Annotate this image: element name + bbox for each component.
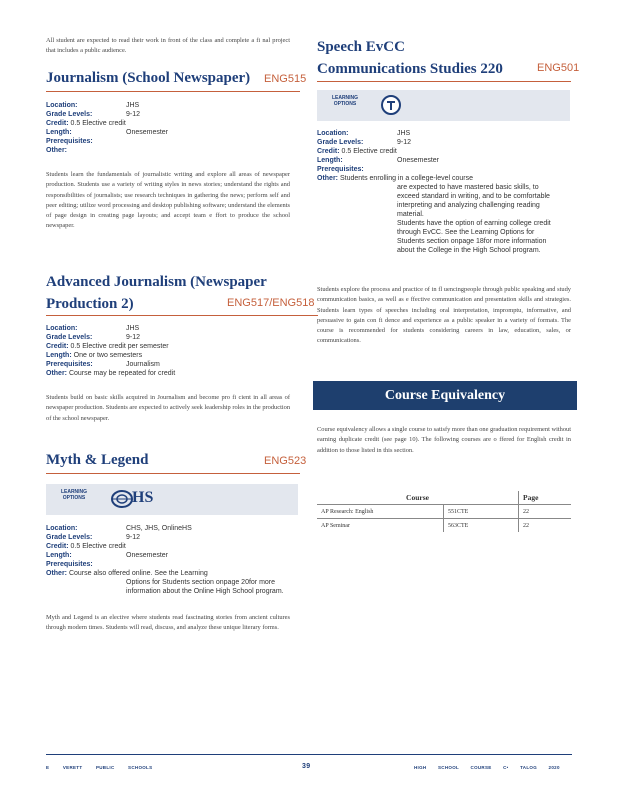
footer-page-number: 39 — [302, 763, 311, 770]
learning-options-label: LEARNING OPTIONS — [331, 95, 359, 107]
divider — [46, 315, 318, 316]
label-credit: Credit: — [46, 343, 69, 350]
label-location: Location: — [317, 130, 349, 137]
cell-page: 22 — [519, 519, 572, 533]
course-title-myth-legend: Myth & Legend — [46, 452, 149, 468]
title-line-1: Speech EvCC — [317, 39, 405, 55]
course-title-speech — [317, 36, 503, 80]
table-header-row — [317, 491, 571, 505]
cell-code: 563CTE — [444, 519, 519, 533]
label-other: Other: — [46, 147, 67, 154]
value-other-line: information about the Online High School program. — [126, 588, 284, 595]
value-grade-levels: 9-12 — [397, 139, 412, 146]
label-length: Length: — [46, 352, 72, 359]
value-length: One or two semesters — [73, 352, 143, 359]
label-location: Location: — [46, 325, 78, 332]
course-code-journalism: ENG515 — [264, 73, 307, 85]
value-credit: 0.5 Elective credit — [70, 543, 126, 550]
table-row — [317, 505, 571, 519]
college-credit-icon — [380, 94, 402, 116]
cell-code: 551CTE — [444, 505, 519, 519]
footer-district: E VERETT PUBLIC SCHOOLS — [46, 765, 153, 770]
value-other-line: Students have the option of earning college credit — [397, 220, 551, 227]
label-length: Length: — [46, 129, 72, 136]
course-code-advanced-journalism: ENG517/ENG518 — [227, 297, 315, 309]
value-credit: 0.5 Elective credit — [70, 120, 126, 127]
label-grade-levels: Grade Levels: — [46, 534, 93, 541]
label-location: Location: — [46, 525, 78, 532]
title-line-2: Communications Studies 220 — [317, 61, 503, 77]
label-length: Length: — [317, 157, 343, 164]
value-other-line: about the College in the High School program. — [397, 247, 541, 254]
equivalency-paragraph: Course equivalency allows a single course to satisfy more than one graduation requirement without earning duplicate credit (see page 10). The following courses are o ffered for English credit in addition to those listed in this section. — [317, 426, 571, 454]
hs-badge: HS — [132, 489, 154, 506]
label-grade-levels: Grade Levels: — [46, 334, 93, 341]
footer-rule — [46, 754, 572, 755]
cell-course: AP Seminar — [317, 519, 444, 533]
online-learning-icon — [110, 489, 134, 509]
course-code-myth-legend: ENG523 — [264, 455, 307, 467]
label-credit: Credit: — [46, 120, 69, 127]
learning-options-label: LEARNING OPTIONS — [60, 489, 88, 501]
course-details-advanced-journalism — [46, 324, 296, 378]
table-row — [317, 519, 571, 533]
value-grade-levels: 9-12 — [126, 334, 141, 341]
value-other-line: Students enrolling in a college-level course — [339, 175, 474, 182]
intro-paragraph: All student are expected to read their work in front of the class and complete a fi nal project that includes a public audience. — [46, 37, 290, 55]
label-credit: Credit: — [317, 148, 340, 155]
value-other: Course may be repeated for credit — [68, 370, 176, 377]
header-course: Course — [317, 491, 519, 505]
course-description-journalism: Students learn the fundamentals of journalistic writing and explore all areas of newspaper production. Students use a variety of writing styles in news stories; understand the rights and responsibilities of journalists; use research techniques in gathering the news; perform self and peer editing; utilize word processing and desktop publishing software; understand the elements of page design in creating page layouts; and accept team e ffort to produce the school newspaper. — [46, 171, 290, 230]
label-other: Other: — [46, 570, 67, 577]
value-length: Onesemester — [397, 157, 440, 164]
value-location: JHS — [126, 325, 140, 332]
course-code-speech: ENG501 — [537, 62, 580, 74]
value-other-line: Course also offered online. See the Learning — [68, 570, 208, 577]
label-prerequisites: Prerequisites: — [46, 561, 93, 568]
learning-options-box — [46, 484, 298, 515]
label-prerequisites: Prerequisites: — [317, 166, 364, 173]
title-line-2: Production 2) — [46, 296, 134, 312]
course-description-advanced-journalism: Students build on basic skills acquired in Journalism and become pro fi cient in all areas of newspaper production. Students are expected to actively seek leadership roles in the production of the school newspaper. — [46, 394, 291, 422]
label-grade-levels: Grade Levels: — [317, 139, 364, 146]
value-other-line: through EvCC. See the Learning Options for — [397, 229, 535, 236]
value-other-line: Options for Students section onpage 20for more — [126, 579, 276, 586]
course-description-myth-legend: Myth and Legend is an elective where students read fascinating stories from ancient cultures through modern times. Students will read, discuss, and analyze these unique literary forms. — [46, 614, 290, 632]
value-other-line: are expected to have mastered basic skills, to — [397, 184, 539, 191]
value-grade-levels: 9-12 — [126, 534, 141, 541]
value-grade-levels: 9-12 — [126, 111, 141, 118]
header-page: Page — [519, 491, 572, 505]
label-prerequisites: Prerequisites: — [46, 361, 93, 368]
value-other-line: interpreting and analyzing challenging reading — [397, 202, 540, 209]
course-details-myth-legend — [46, 524, 306, 596]
value-location: JHS — [126, 102, 140, 109]
value-other-line: exceed standard in writing, and to be comfortable — [397, 193, 550, 200]
value-length: Onesemester — [126, 552, 169, 559]
divider — [46, 91, 300, 92]
equivalency-table — [317, 491, 571, 532]
title-line-1: Advanced Journalism (Newspaper — [46, 274, 267, 290]
label-length: Length: — [46, 552, 72, 559]
course-description-speech: Students explore the process and practice of in fl uencingpeople through public speaking and study communication basics, as well as e ffective communication and presentation skills and strategies. Students learn types of speeches including oral interpretation, impromptu, informative, and persuasive to gain con fi dence and experience as a public speaker in a variety of formats. The course is recommended for students considering careers in law, education, sales, or communications. — [317, 286, 571, 345]
divider — [317, 81, 571, 82]
value-location: JHS — [397, 130, 411, 137]
footer-catalog: HIGH SCHOOL COURSE C• TALOG 2020 — [414, 765, 560, 770]
value-credit: 0.5 Elective credit per semester — [70, 343, 169, 350]
label-credit: Credit: — [46, 543, 69, 550]
cell-page: 22 — [519, 505, 572, 519]
value-credit: 0.5 Elective credit — [341, 148, 397, 155]
course-equivalency-banner: Course Equivalency — [313, 381, 577, 410]
value-location: CHS, JHS, OnlineHS — [126, 525, 192, 532]
label-other: Other: — [46, 370, 67, 377]
divider — [46, 473, 300, 474]
learning-options-box — [317, 90, 570, 121]
label-prerequisites: Prerequisites: — [46, 138, 93, 145]
value-other-line: material. — [397, 211, 424, 218]
value-other-line: Students section onpage 18for more information — [397, 238, 547, 245]
value-prerequisites: Journalism — [126, 361, 160, 368]
course-title-journalism: Journalism (School Newspaper) — [46, 70, 251, 86]
label-other: Other: — [317, 175, 338, 182]
course-details-journalism — [46, 101, 296, 155]
cell-course: AP Research: English — [317, 505, 444, 519]
course-details-speech — [317, 129, 577, 255]
value-length: Onesemester — [126, 129, 169, 136]
label-location: Location: — [46, 102, 78, 109]
label-grade-levels: Grade Levels: — [46, 111, 93, 118]
